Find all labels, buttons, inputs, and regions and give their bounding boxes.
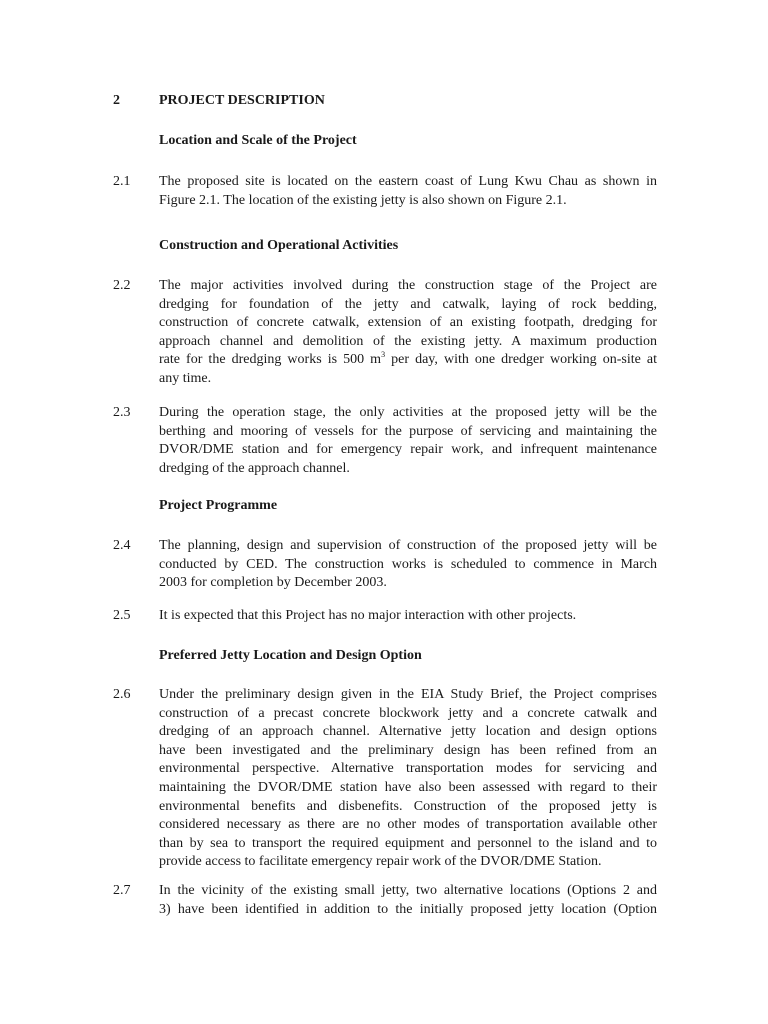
paragraph-line: have been investigated and the preliminary design has been refined from an <box>159 742 657 758</box>
paragraph-line: The major activities involved during the construction stage of the Project are <box>159 278 657 293</box>
paragraph-line: It is expected that this Project has no major interaction with other projects. <box>159 608 577 623</box>
paragraph-line: environmental benefits and disbenefits. Construction of the proposed jetty is <box>159 798 657 814</box>
heading-construction-activities: Construction and Operational Activities <box>159 238 399 253</box>
rate-text-after: per day, with one dredger working on-site at <box>385 352 658 368</box>
paragraph-line: Under the preliminary design given in the EIA Study Brief, the Project comprises <box>159 687 657 702</box>
paragraph-line: In the vicinity of the existing small jetty, two alternative locations (Options 2 and <box>159 883 657 898</box>
paragraph-number-2-3: 2.3 <box>113 405 131 420</box>
paragraph-line: approach channel and demolition of the existing jetty. A maximum production <box>159 333 657 349</box>
paragraph-line: than by sea to transport the required equipment and personnel to the island and to <box>159 835 657 851</box>
paragraph-line: conducted by CED. The construction works is scheduled to commence in March <box>159 556 657 572</box>
paragraph-line-rate <box>159 351 657 370</box>
paragraph-number-2-1: 2.1 <box>113 174 131 189</box>
paragraph-2-5 <box>159 607 657 626</box>
paragraph-line: construction of a precast concrete blockwork jetty and a concrete catwalk and <box>159 705 657 721</box>
paragraph-line: berthing and mooring of vessels for the purpose of servicing and maintaining the <box>159 423 657 439</box>
paragraph-2-3 <box>159 404 657 478</box>
rate-text-before: rate for the dredging works is 500 m <box>159 352 382 368</box>
paragraph-line: Figure 2.1. The location of the existing jetty is also shown on Figure 2.1. <box>159 192 567 208</box>
paragraph-line: considered necessary as there are no other modes of transportation available other <box>159 817 657 833</box>
paragraph-number-2-2: 2.2 <box>113 278 131 293</box>
heading-location-scale: Location and Scale of the Project <box>159 133 357 148</box>
paragraph-number-2-6: 2.6 <box>113 687 131 702</box>
paragraph-2-1 <box>159 173 657 210</box>
paragraph-2-6 <box>159 686 657 872</box>
paragraph-line: maintaining the DVOR/DME station have also been assessed with regard to their <box>159 779 657 795</box>
paragraph-line: 2003 for completion by December 2003. <box>159 575 387 591</box>
heading-preferred-jetty: Preferred Jetty Location and Design Option <box>159 648 422 663</box>
paragraph-2-4 <box>159 537 657 593</box>
paragraph-line: 3) have been identified in addition to the initially proposed jetty location (Option <box>159 901 657 917</box>
paragraph-line: provide access to facilitate emergency repair work of the DVOR/DME Station. <box>159 854 602 870</box>
paragraph-2-2 <box>159 277 657 389</box>
paragraph-line: The planning, design and supervision of construction of the proposed jetty will be <box>159 538 657 553</box>
paragraph-2-7 <box>159 882 657 919</box>
paragraph-line: DVOR/DME station and for emergency repair work, and infrequent maintenance <box>159 442 657 458</box>
paragraph-number-2-4: 2.4 <box>113 538 131 553</box>
paragraph-line: environmental perspective. Alternative transportation modes for servicing and <box>159 761 657 777</box>
heading-project-programme: Project Programme <box>159 498 278 513</box>
paragraph-line: dredging of an approach channel. Alternative jetty location and design options <box>159 724 657 740</box>
paragraph-line: dredging of the approach channel. <box>159 460 350 476</box>
paragraph-number-2-5: 2.5 <box>113 608 131 623</box>
section-number: 2 <box>113 93 120 108</box>
paragraph-line: dredging for foundation of the jetty and catwalk, laying of rock bedding, <box>159 296 657 312</box>
paragraph-line: During the operation stage, the only activities at the proposed jetty will be the <box>159 405 657 420</box>
paragraph-line: any time. <box>159 370 212 386</box>
paragraph-number-2-7: 2.7 <box>113 883 131 898</box>
section-title: PROJECT DESCRIPTION <box>159 93 325 108</box>
paragraph-line: construction of concrete catwalk, extension of an existing footpath, dredging for <box>159 315 657 331</box>
cubic-superscript: 3 <box>381 350 386 360</box>
paragraph-line: The proposed site is located on the eastern coast of Lung Kwu Chau as shown in <box>159 174 657 189</box>
